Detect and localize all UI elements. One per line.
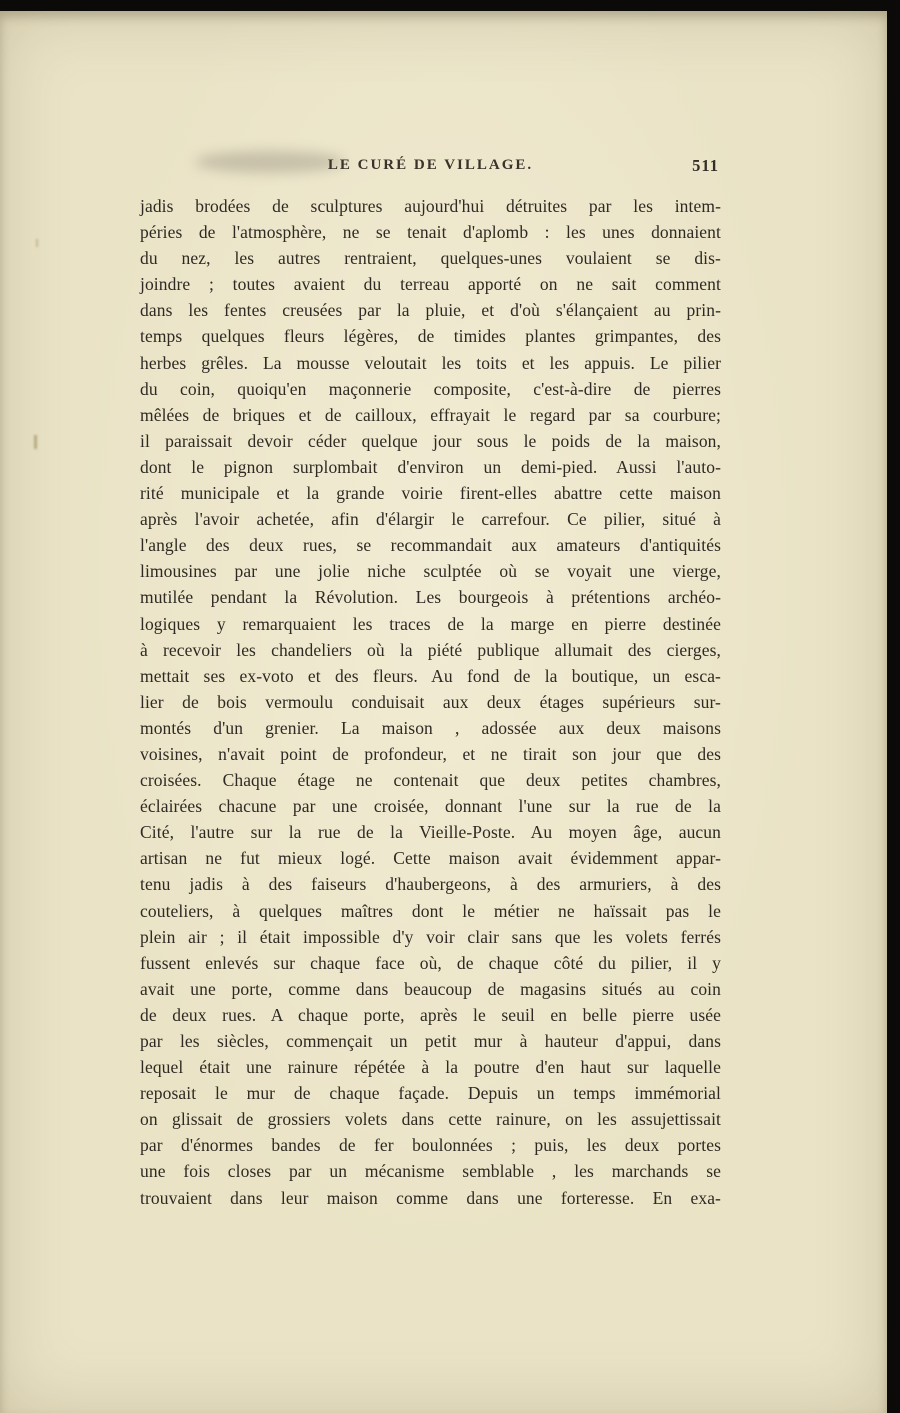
text-line: joindre ; toutes avaient du terreau apporté on ne sait comment bbox=[140, 274, 721, 295]
margin-ink-speck bbox=[36, 239, 38, 247]
text-block bbox=[140, 157, 721, 1211]
margin-ink-speck bbox=[34, 435, 37, 449]
text-line: dans les fentes creusées par la pluie, et d'où s'élançaient au prin- bbox=[140, 300, 721, 321]
text-line: logiques y remarquaient les traces de la marge en pierre destinée bbox=[140, 613, 721, 634]
body-text bbox=[140, 193, 721, 1211]
text-line: par les siècles, commençait un petit mur à hauteur d'appui, dans bbox=[140, 1031, 721, 1051]
text-line: avait une porte, comme dans beaucoup de magasins situés au coin bbox=[140, 978, 721, 999]
text-line: rité municipale et la grande voirie firent-elles abattre cette maison bbox=[140, 483, 721, 504]
text-line: artisan ne fut mieux logé. Cette maison avait évidemment appar- bbox=[140, 848, 721, 869]
text-line: l'angle des deux rues, se recommandait aux amateurs d'antiquités bbox=[140, 535, 721, 556]
text-line: fussent enlevés sur chaque face où, de chaque côté du pilier, il y bbox=[140, 952, 721, 973]
text-line: du nez, les autres rentraient, quelques-unes voulaient se dis- bbox=[140, 248, 721, 269]
text-line: péries de l'atmosphère, ne se tenait d'aplomb : les unes donnaient bbox=[140, 222, 721, 243]
text-line: mêlées de briques et de cailloux, effrayait le regard par sa courbure; bbox=[140, 404, 721, 425]
text-line: montés d'un grenier. La maison , adossée aux deux maisons bbox=[140, 717, 721, 738]
text-line: temps quelques fleurs légères, de timides plantes grimpantes, des bbox=[140, 326, 721, 347]
text-line: une fois closes par un mécanisme semblable , les marchands se bbox=[140, 1161, 721, 1182]
text-line: on glissait de grossiers volets dans cette rainure, on les assujettissait bbox=[140, 1109, 721, 1130]
text-line: voisines, n'avait point de profondeur, et ne tirait son jour que des bbox=[140, 743, 721, 764]
text-line: dont le pignon surplombait d'environ un demi-pied. Aussi l'auto- bbox=[140, 456, 721, 477]
text-line: herbes grêles. La mousse veloutait les toits et les appuis. Le pilier bbox=[140, 352, 721, 373]
text-line: trouvaient dans leur maison comme dans une forteresse. En exa- bbox=[140, 1187, 721, 1208]
text-line: plein air ; il était impossible d'y voir clair sans que les volets ferrés bbox=[140, 926, 721, 947]
text-line: reposait le mur de chaque façade. Depuis un temps immémorial bbox=[140, 1083, 721, 1104]
running-title: LE CURÉ DE VILLAGE. bbox=[327, 157, 534, 173]
text-line: jadis brodées de sculptures aujourd'hui détruites par les intem- bbox=[140, 196, 721, 216]
text-line: croisées. Chaque étage ne contenait que deux petites chambres, bbox=[140, 770, 721, 791]
text-line: éclairées chacune par une croisée, donnant l'une sur la rue de la bbox=[140, 796, 721, 817]
text-line: du coin, quoiqu'en maçonnerie composite, c'est-à-dire de pierres bbox=[140, 378, 721, 399]
text-line: mettait ses ex-voto et des fleurs. Au fond de la boutique, un esca- bbox=[140, 665, 721, 686]
text-line: par d'énormes bandes de fer boulonnées ; puis, les deux portes bbox=[140, 1135, 721, 1156]
text-line: de deux rues. A chaque porte, après le seuil en belle pierre usée bbox=[140, 1004, 721, 1025]
page-number: 511 bbox=[692, 156, 719, 175]
text-line: lier de bois vermoulu conduisait aux deux étages supérieurs sur- bbox=[140, 691, 721, 712]
page-paper bbox=[0, 11, 887, 1413]
text-line: il paraissait devoir céder quelque jour sous le poids de la maison, bbox=[140, 430, 721, 451]
text-line: mutilée pendant la Révolution. Les bourgeois à prétentions archéo- bbox=[140, 587, 721, 608]
text-line: tenu jadis à des faiseurs d'haubergeons, à des armuriers, à des bbox=[140, 874, 721, 895]
text-line: à recevoir les chandeliers où la piété publique allumait des cierges, bbox=[140, 639, 721, 660]
text-line: après l'avoir achetée, afin d'élargir le carrefour. Ce pilier, situé à bbox=[140, 509, 721, 530]
page-header bbox=[140, 157, 721, 181]
text-line: couteliers, à quelques maîtres dont le métier ne haïssait pas le bbox=[140, 900, 721, 921]
text-line: Cité, l'autre sur la rue de la Vieille-Poste. Au moyen âge, aucun bbox=[140, 822, 721, 843]
text-line: lequel était une rainure répétée à la poutre d'en haut sur laquelle bbox=[140, 1057, 721, 1078]
text-line: limousines par une jolie niche sculptée où se voyait une vierge, bbox=[140, 561, 721, 582]
